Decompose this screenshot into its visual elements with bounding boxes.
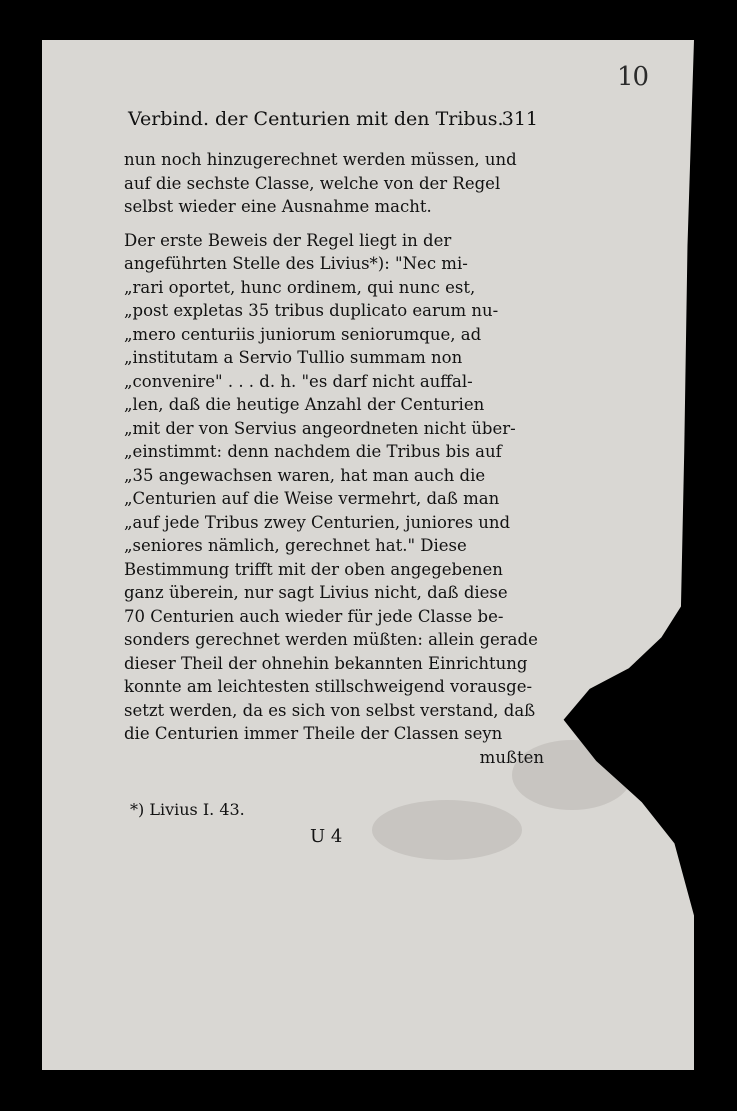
text-line: konnte am leichtesten stillschweigend vorausge- [124,677,533,696]
text-line: angeführten Stelle des Livius*): "Nec mi- [124,254,468,273]
text-line: ganz überein, nur sagt Livius nicht, daß diese [124,583,508,602]
catchword: mußten [479,747,544,767]
text-line: „len, daß die heutige Anzahl der Centurien [124,395,485,414]
text-line: „seniores nämlich, gerechnet hat." Diese [124,536,467,555]
text-line: „post expletas 35 tribus duplicato earum nu- [124,301,499,320]
text-line: „einstimmt: denn nachdem die Tribus bis auf [124,442,502,461]
text-line: Bestimmung trifft mit der oben angegebenen [124,559,503,579]
text-line: nun noch hinzugerechnet werden müssen, und [124,150,517,169]
signature-mark: U 4 [310,826,343,847]
text-line: Der erste Beweis der Regel liegt in der [124,230,452,250]
text-line: „35 angewachsen waren, hat man auch die [124,465,486,485]
running-head [128,108,538,130]
text-line: dieser Theil der ohnehin bekannten Einrichtung [124,653,528,673]
handwritten-page-mark: 10 [617,62,649,92]
paragraph-gap [124,219,544,229]
footnote: *) Livius I. 43. [130,800,245,819]
text-line: „mit der von Servius angeordneten nicht über- [124,418,516,438]
text-line: „institutam a Servio Tullio summam non [124,348,463,367]
text-line: selbst wieder eine Ausnahme macht. [124,197,432,216]
text-line: „Centurien auf die Weise vermehrt, daß man [124,489,500,508]
text-line: „auf jede Tribus zwey Centurien, juniores und [124,512,511,532]
paper-stain [372,800,522,860]
text-line: sonders gerechnet werden müßten: allein gerade [124,630,538,649]
page-number: 311 [501,108,538,130]
body-text [124,148,544,769]
text-line: „mero centuriis juniorum seniorumque, ad [124,324,482,344]
text-line: setzt werden, da es sich von selbst verstand, daß [124,700,536,720]
text-line: „convenire" . . . d. h. "es darf nicht auffal- [124,371,473,391]
text-line: die Centurien immer Theile der Classen seyn [124,724,503,743]
running-head-title: Verbind. der Centurien mit den Tribus. [128,108,504,130]
text-line: 70 Centurien auch wieder für jede Classe be- [124,606,504,626]
text-line: „rari oportet, hunc ordinem, qui nunc est, [124,277,476,297]
text-line: auf die sechste Classe, welche von der Regel [124,173,501,193]
